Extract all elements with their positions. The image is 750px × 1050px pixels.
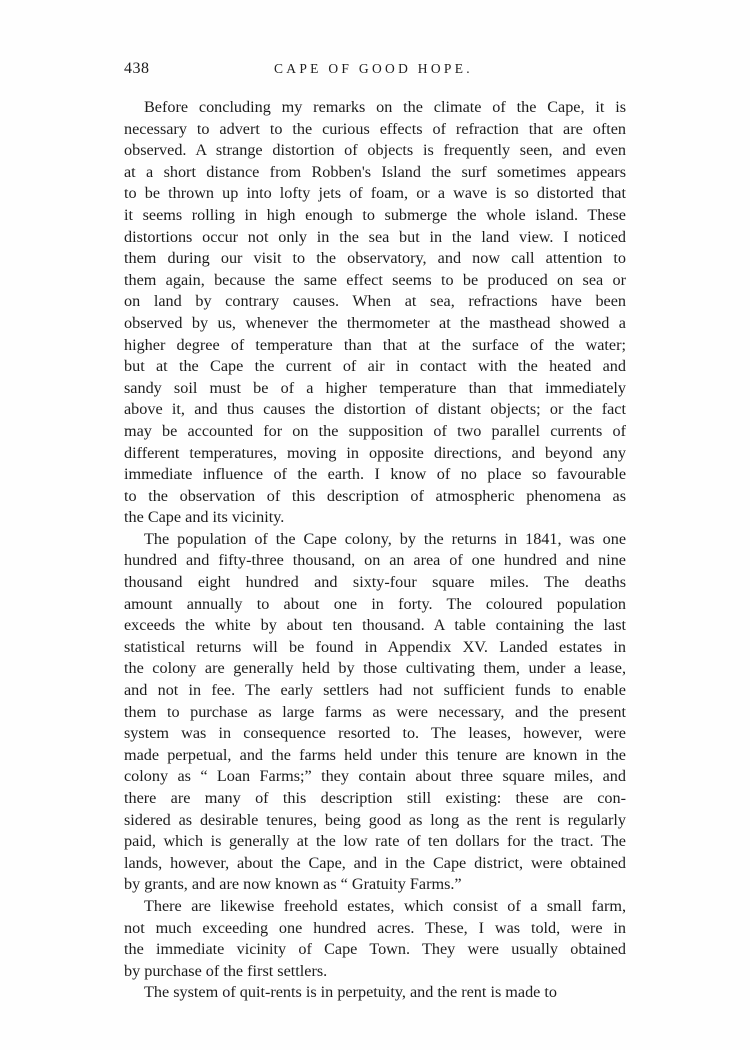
text-line: sidered as desirable tenures, being good as long as the rent is regularly [124,810,626,829]
body-text [124,97,626,1004]
text-line: The system of quit-rents is in perpetuity, and the rent is made to [144,983,557,1002]
text-line: distortions occur not only in the sea but in the land view. I noticed [124,227,626,246]
text-line: statistical returns will be found in Appendix XV. Landed estates in [124,637,626,656]
page-header [124,60,624,86]
text-line: by purchase of the first settlers. [124,961,328,980]
text-line: colony as “ Loan Farms;” they contain about three square miles, and [124,767,626,786]
text-line: made perpetual, and the farms held under this tenure are known in the [124,745,626,764]
text-line: the colony are generally held by those cultivating them, under a lease, [124,659,626,678]
text-line: system was in consequence resorted to. The leases, however, were [124,724,626,743]
text-line: not much exceeding one hundred acres. These, I was told, were in [124,918,626,937]
text-line: it seems rolling in high enough to submerge the whole island. These [124,205,626,224]
text-line: sandy soil must be of a higher temperature than that immediately [124,378,626,397]
text-line: at a short distance from Robben's Island the surf sometimes appears [124,162,626,181]
text-line: different temperatures, moving in opposite directions, and beyond any [124,443,626,462]
text-line: by grants, and are now known as “ Gratuity Farms.” [124,875,462,894]
text-line: Before concluding my remarks on the climate of the Cape, it is [144,98,626,116]
text-line: may be accounted for on the supposition of two parallel currents of [124,421,626,440]
text-line: lands, however, about the Cape, and in the Cape district, were obtained [124,853,626,872]
text-line: hundred and fifty-three thousand, on an area of one hundred and nine [124,551,626,570]
text-line: them during our visit to the observatory, and now call attention to [124,249,626,268]
paragraph [124,896,626,982]
running-head: CAPE OF GOOD HOPE. [274,61,473,76]
text-line: the Cape and its vicinity. [124,508,285,527]
text-line: higher degree of temperature than that at the surface of the water; [124,335,626,354]
text-line: amount annually to about one in forty. The coloured population [124,594,626,613]
text-line: exceeds the white by about ten thousand. A table containing the last [124,616,626,635]
text-line: There are likewise freehold estates, which consist of a small farm, [144,896,626,915]
text-line: The population of the Cape colony, by the returns in 1841, was one [144,529,626,548]
text-line: there are many of this description still existing: these are con- [124,789,626,807]
text-line: and not in fee. The early settlers had not sufficient funds to enable [124,681,626,700]
text-line: necessary to advert to the curious effects of refraction that are often [124,119,626,138]
text-line: them to purchase as large farms as were necessary, and the present [124,702,626,721]
text-line: to be thrown up into lofty jets of foam, or a wave is so distorted that [124,184,626,203]
text-line: thousand eight hundred and sixty-four square miles. The deaths [124,573,626,592]
text-line: observed by us, whenever the thermometer at the masthead showed a [124,313,626,332]
text-line: but at the Cape the current of air in contact with the heated and [124,357,626,376]
paragraph [124,529,626,896]
text-line: them again, because the same effect seems to be produced on sea or [124,270,626,289]
text-line: the immediate vicinity of Cape Town. They were usually obtained [124,940,626,959]
page-number: 438 [124,60,150,77]
text-line: to the observation of this description of atmospheric phenomena as [124,486,626,505]
text-line: observed. A strange distortion of objects is frequently seen, and even [124,141,626,160]
paragraph [124,97,626,529]
text-line: above it, and thus causes the distortion of distant objects; or the fact [124,400,626,419]
text-line: paid, which is generally at the low rate of ten dollars for the tract. The [124,832,626,851]
text-line: on land by contrary causes. When at sea, refractions have been [124,292,626,311]
text-line: immediate influence of the earth. I know of no place so favourable [124,465,626,484]
paragraph [124,982,626,1004]
